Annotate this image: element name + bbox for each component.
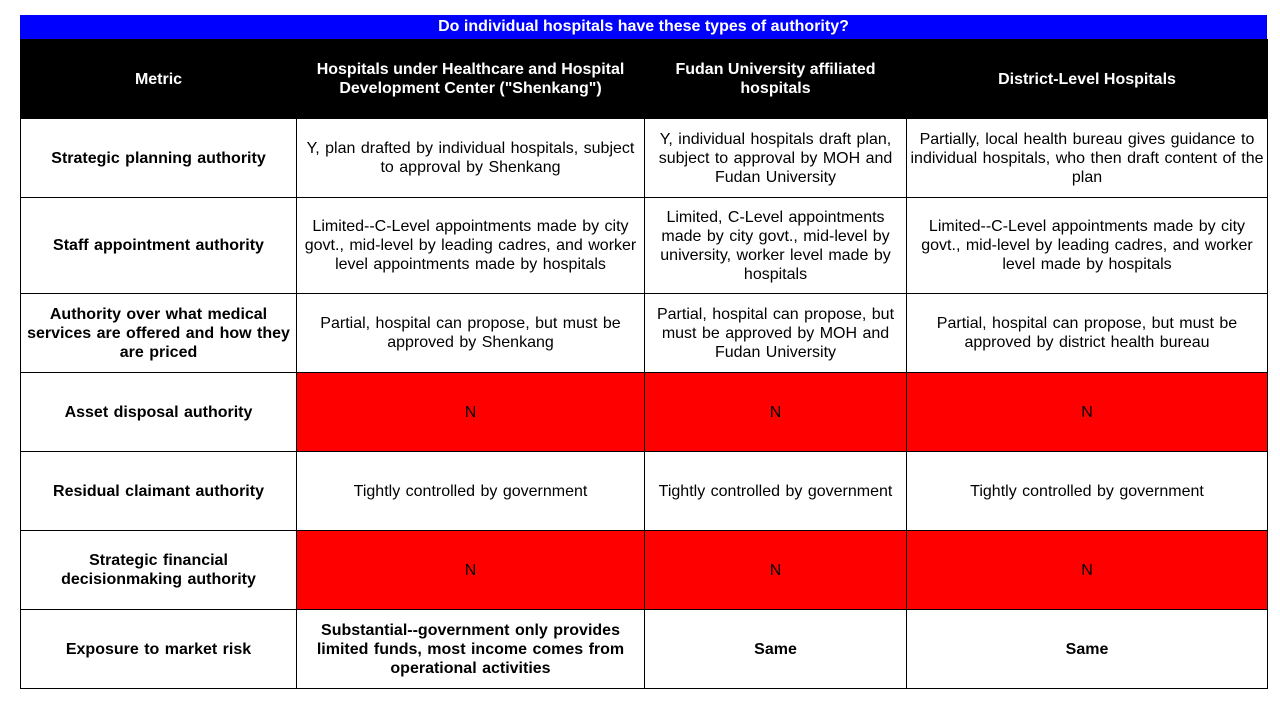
table-cell: Tightly controlled by government [907, 452, 1268, 531]
metric-cell: Asset disposal authority [21, 373, 297, 452]
header-fudan-hospitals: Fudan University affiliated hospitals [645, 40, 907, 119]
table-cell: Same [645, 610, 907, 689]
table-cell: Partial, hospital can propose, but must be approved by Shenkang [297, 294, 645, 373]
metric-cell: Authority over what medical services are offered and how they are priced [21, 294, 297, 373]
table-row [21, 373, 1268, 452]
highlighted-cell: N [297, 373, 645, 452]
table-cell: Same [907, 610, 1268, 689]
header-shenkang-hospitals: Hospitals under Healthcare and Hospital Development Center ("Shenkang") [297, 40, 645, 119]
table-row [21, 119, 1268, 198]
table-cell: Tightly controlled by government [645, 452, 907, 531]
table-cell: Partial, hospital can propose, but must be approved by MOH and Fudan University [645, 294, 907, 373]
metric-cell: Strategic financial decisionmaking authority [21, 531, 297, 610]
table-row [21, 610, 1268, 689]
metric-cell: Staff appointment authority [21, 198, 297, 294]
table-row [21, 531, 1268, 610]
highlighted-cell: N [297, 531, 645, 610]
table-row [21, 294, 1268, 373]
table-cell: Substantial--government only provides limited funds, most income comes from operational activities [297, 610, 645, 689]
header-district-hospitals: District-Level Hospitals [907, 40, 1268, 119]
header-metric: Metric [21, 40, 297, 119]
table-cell: Y, plan drafted by individual hospitals, subject to approval by Shenkang [297, 119, 645, 198]
highlighted-cell: N [907, 373, 1268, 452]
metric-cell: Residual claimant authority [21, 452, 297, 531]
header-row [21, 40, 1268, 119]
table-cell: Y, individual hospitals draft plan, subject to approval by MOH and Fudan University [645, 119, 907, 198]
table-cell: Tightly controlled by government [297, 452, 645, 531]
highlighted-cell: N [645, 531, 907, 610]
metric-cell: Strategic planning authority [21, 119, 297, 198]
table-cell: Limited--C-Level appointments made by city govt., mid-level by leading cadres, and worker level appointments made by hospitals [297, 198, 645, 294]
authority-comparison-table [20, 39, 1268, 689]
table-cell: Limited, C-Level appointments made by city govt., mid-level by university, worker level made by hospitals [645, 198, 907, 294]
table-row [21, 198, 1268, 294]
table-cell: Limited--C-Level appointments made by city govt., mid-level by leading cadres, and worker level made by hospitals [907, 198, 1268, 294]
highlighted-cell: N [907, 531, 1268, 610]
highlighted-cell: N [645, 373, 907, 452]
table-row [21, 452, 1268, 531]
metric-cell: Exposure to market risk [21, 610, 297, 689]
table-cell: Partial, hospital can propose, but must be approved by district health bureau [907, 294, 1268, 373]
table-title-banner: Do individual hospitals have these types of authority? [20, 15, 1267, 39]
table-cell: Partially, local health bureau gives guidance to individual hospitals, who then draft content of the plan [907, 119, 1268, 198]
